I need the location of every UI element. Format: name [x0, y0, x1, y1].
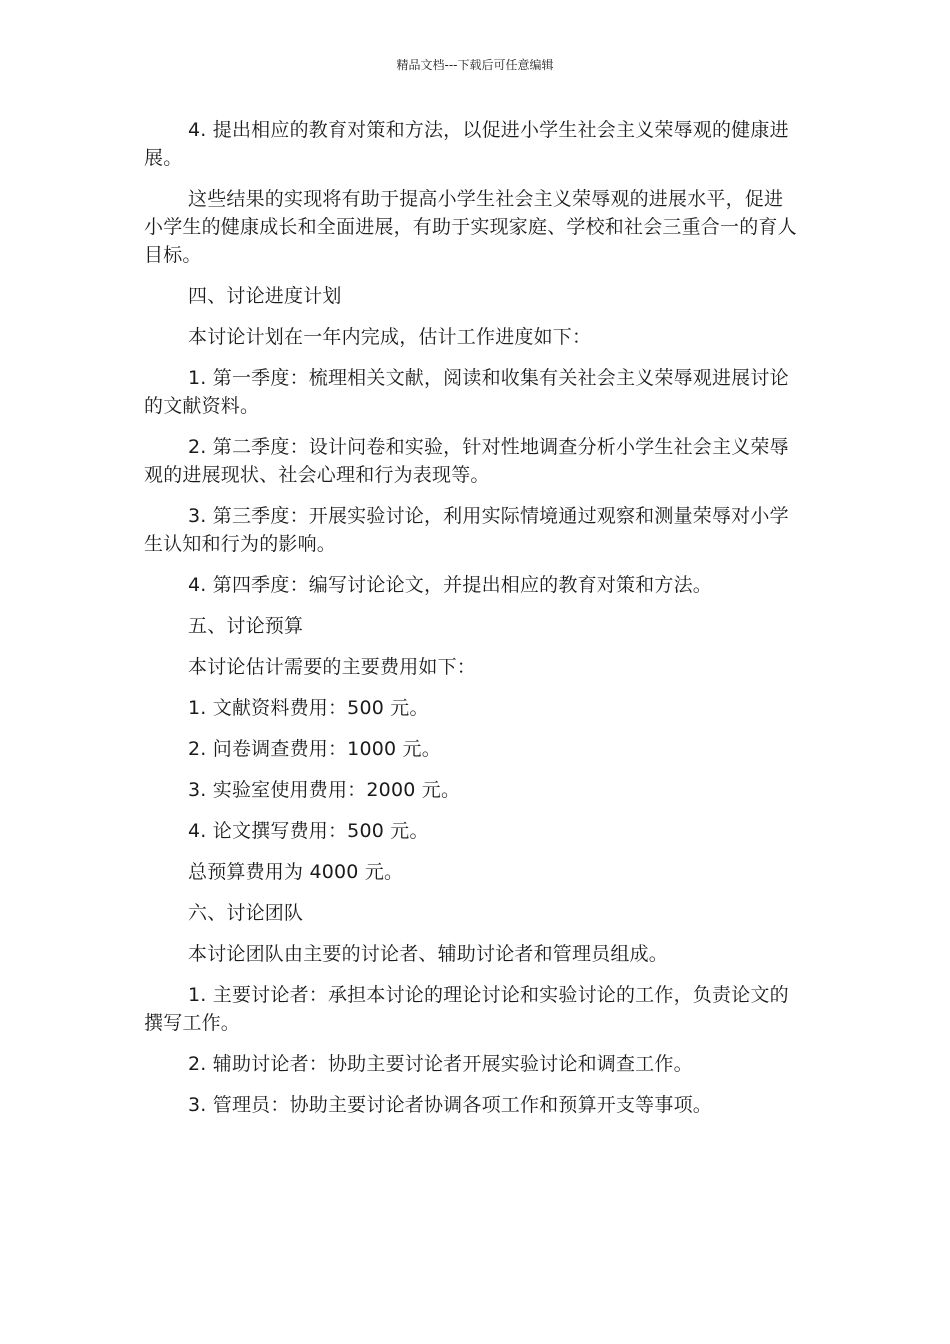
list-item-q2: 2. 第二季度：设计问卷和实验，针对性地调查分析小学生社会主义荣辱观的进展现状、社会心理和行为表现等。 — [144, 436, 789, 486]
paragraph-expected-results: 这些结果的实现将有助于提高小学生社会主义荣辱观的进展水平，促进小学生的健康成长和全面进展，有助于实现家庭、学校和社会三重合一的育人目标。 — [144, 188, 797, 266]
paragraph-budget-intro: 本讨论估计需要的主要费用如下： — [188, 656, 477, 678]
paragraph-schedule-intro: 本讨论计划在一年内完成，估计工作进度如下： — [188, 326, 592, 348]
paragraph-team-intro: 本讨论团队由主要的讨论者、辅助讨论者和管理员组成。 — [188, 943, 669, 965]
list-item-literature-cost: 1. 文献资料费用：500 元。 — [188, 697, 429, 719]
section-heading-budget: 五、讨论预算 — [188, 615, 304, 637]
list-item-writing-cost: 4. 论文撰写费用：500 元。 — [188, 820, 429, 842]
list-item-q1: 1. 第一季度：梳理相关文献，阅读和收集有关社会主义荣辱观进展讨论的文献资料。 — [144, 367, 789, 417]
list-item-administrator: 3. 管理员：协助主要讨论者协调各项工作和预算开支等事项。 — [188, 1094, 712, 1116]
section-heading-team: 六、讨论团队 — [188, 902, 304, 924]
list-item-q3: 3. 第三季度：开展实验讨论，利用实际情境通过观察和测量荣辱对小学生认知和行为的影响。 — [144, 505, 789, 555]
list-item-assistant-researcher: 2. 辅助讨论者：协助主要讨论者开展实验讨论和调查工作。 — [188, 1053, 693, 1075]
page-header: 精品文档---下载后可任意编辑 — [396, 58, 554, 72]
document-body — [144, 116, 798, 1132]
list-item-lead-researcher: 1. 主要讨论者：承担本讨论的理论讨论和实验讨论的工作，负责论文的撰写工作。 — [144, 984, 789, 1034]
list-item-survey-cost: 2. 问卷调查费用：1000 元。 — [188, 738, 441, 760]
paragraph-budget-total: 总预算费用为 4000 元。 — [188, 861, 404, 883]
list-item-q4: 4. 第四季度：编写讨论论文，并提出相应的教育对策和方法。 — [188, 574, 712, 596]
list-item-lab-cost: 3. 实验室使用费用：2000 元。 — [188, 779, 461, 801]
section-heading-schedule: 四、讨论进度计划 — [188, 285, 342, 307]
paragraph-education-measures: 4. 提出相应的教育对策和方法，以促进小学生社会主义荣辱观的健康进展。 — [144, 119, 789, 169]
